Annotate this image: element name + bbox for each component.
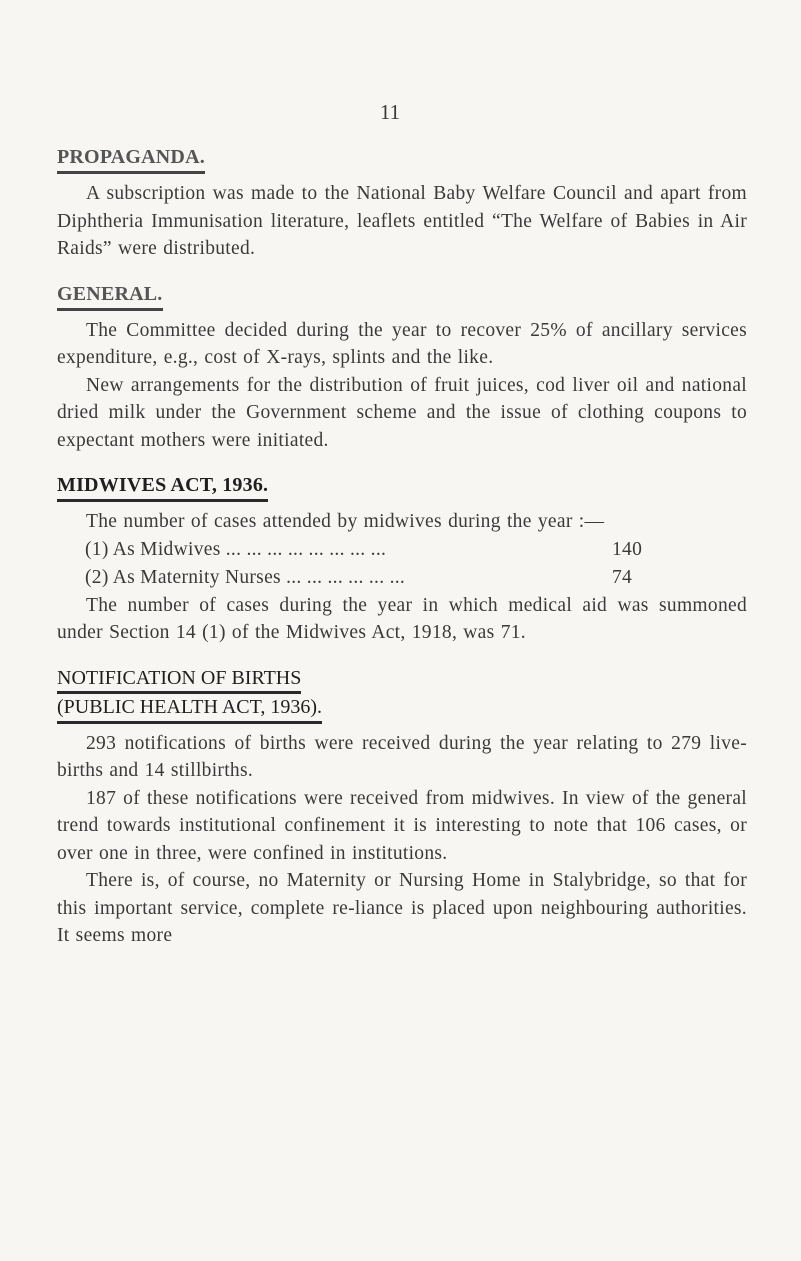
list-item-value: 140 (612, 538, 643, 560)
section-notification-of-births (57, 665, 747, 950)
section-heading-midwives-act: MIDWIVES ACT, 1936. (57, 472, 268, 502)
list-item-value: 74 (612, 566, 633, 588)
section-midwives-act (57, 472, 747, 647)
section-heading-notification (57, 665, 322, 724)
paragraph: 187 of these notifications were received from midwives. In view of the general trend towards institutional confinement it is interesting to note that 106 cases, or over one in three, were confined in institutions. (57, 787, 747, 864)
section-heading-line: NOTIFICATION OF BIRTHS (57, 665, 301, 694)
paragraph: A subscription was made to the National Baby Welfare Council and apart from Diphtheria Immunisation literature, leaflets entitled “The Welfare of Babies in Air Raids” were distributed. (57, 183, 747, 259)
page-content (57, 144, 747, 950)
section-heading-propaganda: PROPAGANDA. (57, 144, 205, 174)
list-item (57, 564, 747, 592)
paragraph: The number of cases during the year in which medical aid was summoned under Section 14 (1) of the Midwives Act, 1918, was 71. (57, 594, 747, 643)
paragraph: There is, of course, no Maternity or Nursing Home in Stalybridge, so that for this important service, complete re-liance is placed upon neighbouring authorities. It seems more (57, 870, 747, 946)
list-item-label: (1) As Midwives ... ... ... ... ... ... ... ... (85, 538, 387, 560)
paragraph: The Committee decided during the year to recover 25% of ancillary services expenditure, e.g., cost of X-rays, splints and the like. (57, 319, 747, 368)
paragraph: 293 notifications of births were received during the year relating to 279 live-births and 14 stillbirths. (57, 732, 747, 781)
paragraph: New arrangements for the distribution of fruit juices, cod liver oil and national dried milk under the Government scheme and the issue of clothing coupons to expectant mothers were initiated. (57, 374, 747, 451)
page-number: 11 (379, 100, 401, 124)
section-heading-general: GENERAL. (57, 281, 163, 311)
paragraph: The number of cases attended by midwives during the year :— (86, 511, 605, 532)
section-heading-line: (PUBLIC HEALTH ACT, 1936). (57, 695, 322, 718)
list-item (57, 536, 747, 564)
section-propaganda (57, 144, 747, 263)
list-item-label: (2) As Maternity Nurses ... ... ... ... ... ... (85, 566, 406, 588)
section-general (57, 281, 747, 455)
